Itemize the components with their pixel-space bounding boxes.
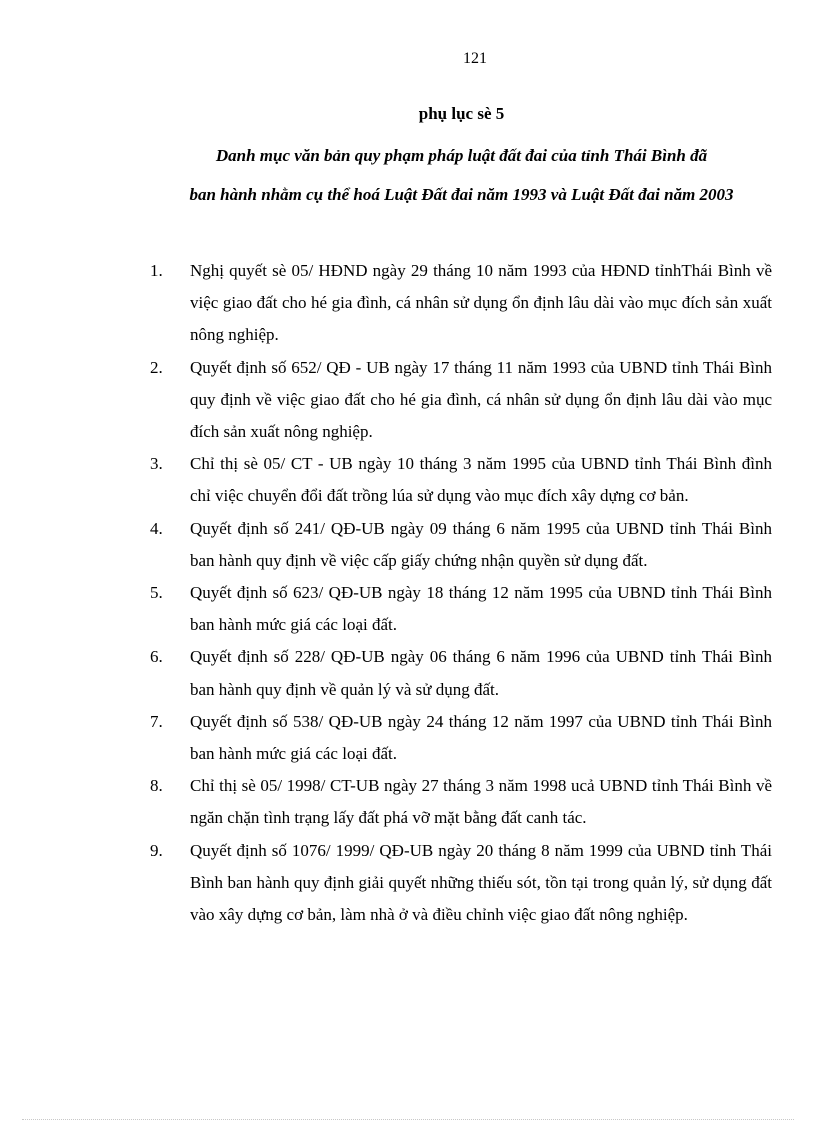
list-item [150,352,772,449]
list-item-text: Nghị quyết sè 05/ HĐND ngày 29 tháng 10 năm 1993 của HĐND tỉnhThái Bình về việc giao đất cho hé gia đình, cá nhân sử dụng ổn định lâu dài vào mục đích sản xuất nông nghiệp. [190,261,772,345]
list-item [150,770,772,834]
list-item-number: 8. [150,776,163,796]
list-item-text: Quyết định số 241/ QĐ-UB ngày 09 tháng 6 năm 1995 của UBND tỉnh Thái Bình ban hành quy định về việc cấp giấy chứng nhận quyền sử dụng đất. [190,518,772,570]
list-item [150,448,772,512]
document-subtitle-line-2: ban hành nhằm cụ thể hoá Luật Đất đai năm 1993 và Luật Đất đai năm 2003 [189,185,734,204]
appendix-title: phụ lục sè 5 [418,104,505,123]
list-item-number: 1. [150,261,163,280]
list-item-number: 4. [150,518,163,538]
list-item-number: 3. [150,454,163,474]
list-item [150,255,772,352]
list-item-text: Quyết định số 623/ QĐ-UB ngày 18 tháng 12 năm 1995 của UBND tỉnh Thái Bình ban hành mức giá các loại đất. [190,583,772,635]
list-item-text: Quyết định số 538/ QĐ-UB ngày 24 tháng 12 năm 1997 của UBND tỉnh Thái Bình ban hành mức giá các loại đất. [190,711,772,764]
list-item [150,513,772,577]
footer-divider [22,1119,794,1120]
list-item-number: 6. [150,647,163,667]
list-item-text: Chỉ thị sè 05/ 1998/ CT-UB ngày 27 tháng 3 năm 1998 ucả UBND tỉnh Thái Bình về ngăn chặn tình trạng lấy đất phá vỡ mặt bằng đất canh tác. [190,776,772,828]
list-item-text: Chỉ thị sè 05/ CT - UB ngày 10 tháng 3 năm 1995 của UBND tỉnh Thái Bình đình chỉ việc chuyển đổi đất trồng lúa sử dụng vào mục đích xây dựng cơ bản. [190,454,772,506]
list-item [150,577,772,641]
list-item-number: 2. [150,357,163,377]
list-item-number: 7. [150,711,163,731]
list-item-number: 5. [150,583,163,603]
list-item-text: Quyết định số 1076/ 1999/ QĐ-UB ngày 20 tháng 8 năm 1999 của UBND tỉnh Thái Bình ban hành quy định giải quyết những thiếu sót, tồn tại trong quản lý, sử dụng đất vào xây dựng cơ bản, làm nhà ở và điều chỉnh việc giao đất nông nghiệp. [190,840,772,925]
list-item [150,835,772,932]
page-number: 121 [463,50,487,67]
list-item-number: 9. [150,840,163,860]
list-item-text: Quyết định số 228/ QĐ-UB ngày 06 tháng 6 năm 1996 của UBND tỉnh Thái Bình ban hành quy định về quản lý và sử dụng đất. [190,647,772,699]
list-item [150,641,772,705]
document-subtitle-line-1: Danh mục văn bản quy phạm pháp luật đất đai của tỉnh Thái Bình đã [215,146,708,165]
document-list [150,255,772,931]
list-item [150,706,772,770]
list-item-text: Quyết định số 652/ QĐ - UB ngày 17 tháng 11 năm 1993 của UBND tỉnh Thái Bình quy định về việc giao đất cho hé gia đình, cá nhân sử dụng ổn định lâu dài vào mục đích sản xuất nông nghiệp. [190,357,772,442]
